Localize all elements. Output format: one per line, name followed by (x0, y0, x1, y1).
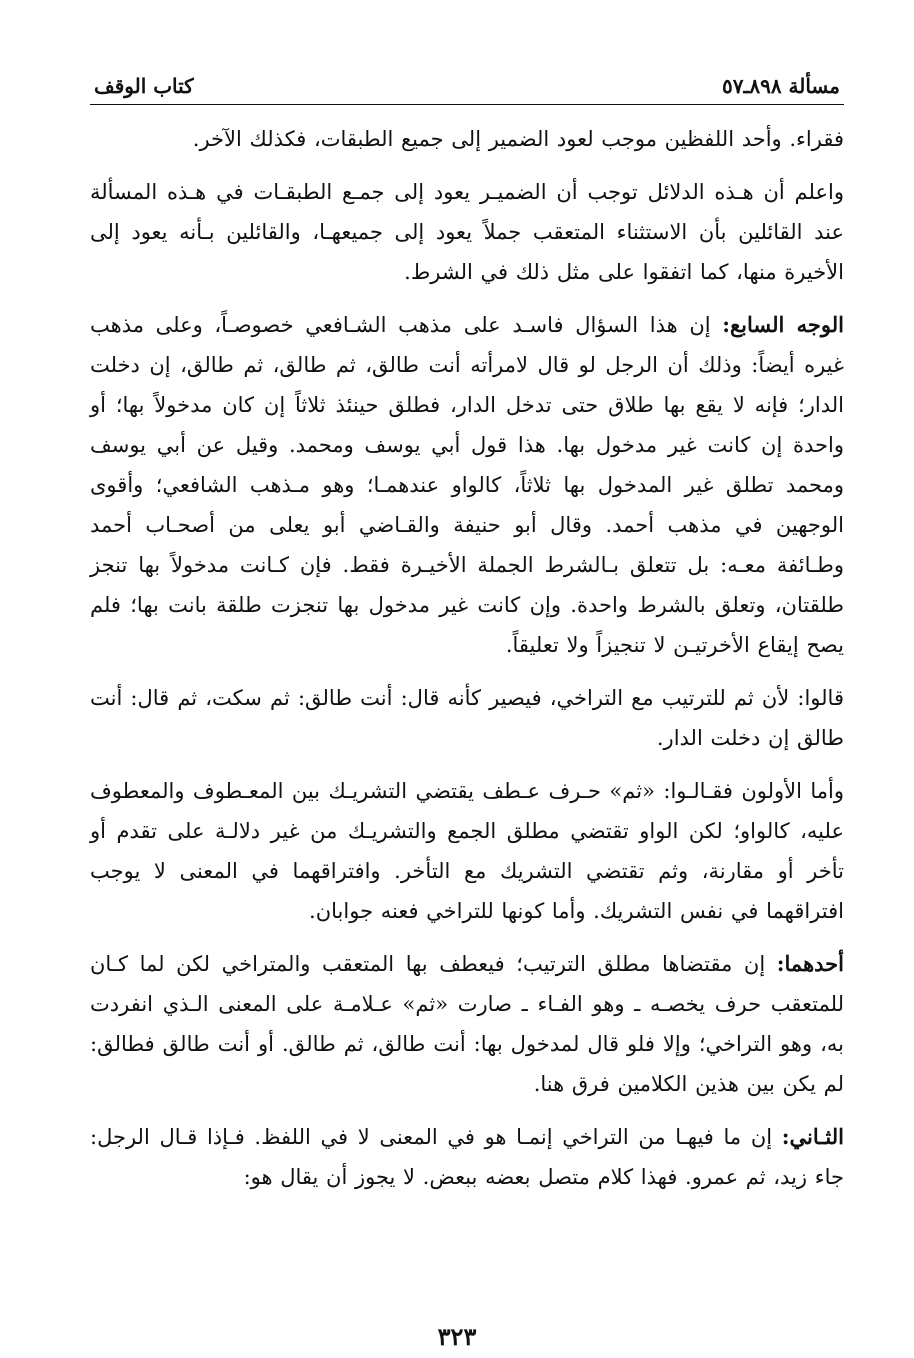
header-issue-number: مسألة ٨٩٨ـ٥٧ (721, 74, 840, 98)
paragraph-2-text: واعلم أن هـذه الدلائل توجب أن الضميـر يعود إلى جمـع الطبقـات في هـذه المسألة عند القائلين بأن الاستثناء المتعقب جملاً يعود إلى جميعهـا، والقائلين بـأنه يعود إلى الأخيرة منها، كما اتفقوا على مثل ذلك في الشرط. (90, 180, 844, 284)
paragraph-3 (90, 305, 844, 665)
paragraph-5-text: وأما الأولون فقـالـوا: «ثم» حـرف عـطف يقتضي التشريـك بين المعـطوف والمعطوف عليه، كالواو؛ لكن الواو تقتضي مطلق الجمع والتشريـك من غير دلالـة على تقدم أو تأخر أو مقارنة، وثم تقتضي التشريك مع التأخر. وافتراقهما في المعنى لا يوجب افتراقهما في نفس التشريك. وأما كونها للتراخي فعنه جوابان. (90, 779, 844, 923)
paragraph-6 (90, 944, 844, 1104)
paragraph-4-text: قالوا: لأن ثم للترتيب مع التراخي، فيصير كأنه قال: أنت طالق: ثم سكت، ثم قال: أنت طالق إن دخلت الدار. (90, 686, 844, 750)
paragraph-7-lead: الثـاني: (781, 1124, 844, 1149)
paragraph-5 (90, 771, 844, 931)
paragraph-7-text: إن ما فيهـا من التراخي إنمـا هو في المعنى لا في اللفظ. فـإذا قـال الرجل: جاء زيد، ثم عمرو. فهذا كلام متصل بعضه ببعض. لا يجوز أن يقال هو: (90, 1125, 844, 1189)
paragraph-2 (90, 172, 844, 292)
paragraph-3-text: إن هذا السؤال فاسـد على مذهب الشـافعي خصوصـاً، وعلى مذهب غيره أيضاً: وذلك أن الرجل لو قال لامرأته أنت طالق، ثم طالق، ثم طالق، إن دخلت الدار؛ فإنه لا يقع بها طلاق حتى تدخل الدار، فطلق حينئذ ثلاثاً إن كان مدخولاً بها؛ أو واحدة إن كانت غير مدخول بها. هذا قول أبي يوسف ومحمد. وقيل عن أبي يوسف ومحمد تطلق غير المدخول بها ثلاثاً، كالواو عندهمـا؛ وهو مـذهب الشافعي؛ وأقوى الوجهين في مذهب أحمد. وقال أبو حنيفة والقـاضي أبو يعلى من أصحـاب أحمد وطـائفة معـه: بل تتعلق بـالشرط الجملة الأخيـرة فقط. فإن كـانت مدخولاً بها تنجز طلقتان، وتعلق بالشرط واحدة. وإن كانت غير مدخول بها تنجزت طلقة بانت بها؛ فلم يصح إيقاع الأخرتيـن لا تنجيزاً ولا تعليقاً. (90, 313, 844, 657)
paragraph-6-text: إن مقتضاها مطلق الترتيب؛ فيعطف بها المتعقب والمتراخي لكن لما كـان للمتعقب حرف يخصـه ـ وهو الفـاء ـ صارت «ثم» عـلامـة على المعنى الـذي انفردت به، وهو التراخي؛ وإلا فلو قال لمدخول بها: أنت طالق، ثم طالق. أو أنت طالق فطالق: لم يكن بين هذين الكلامين فرق هنا. (90, 952, 844, 1096)
paragraph-1 (90, 119, 844, 159)
paragraph-6-lead: أحدهما: (776, 951, 844, 976)
paragraph-1-text: فقراء. وأحد اللفظين موجب لعود الضمير إلى جميع الطبقات، فكذلك الآخر. (192, 127, 844, 151)
paragraph-7 (90, 1117, 844, 1197)
document-body (90, 119, 844, 1197)
header-book-title: كتاب الوقف (94, 74, 194, 98)
paragraph-4 (90, 678, 844, 758)
page-number: ٣٢٣ (437, 1322, 477, 1351)
running-header (90, 64, 844, 105)
paragraph-3-lead: الوجه السابع: (722, 312, 844, 337)
